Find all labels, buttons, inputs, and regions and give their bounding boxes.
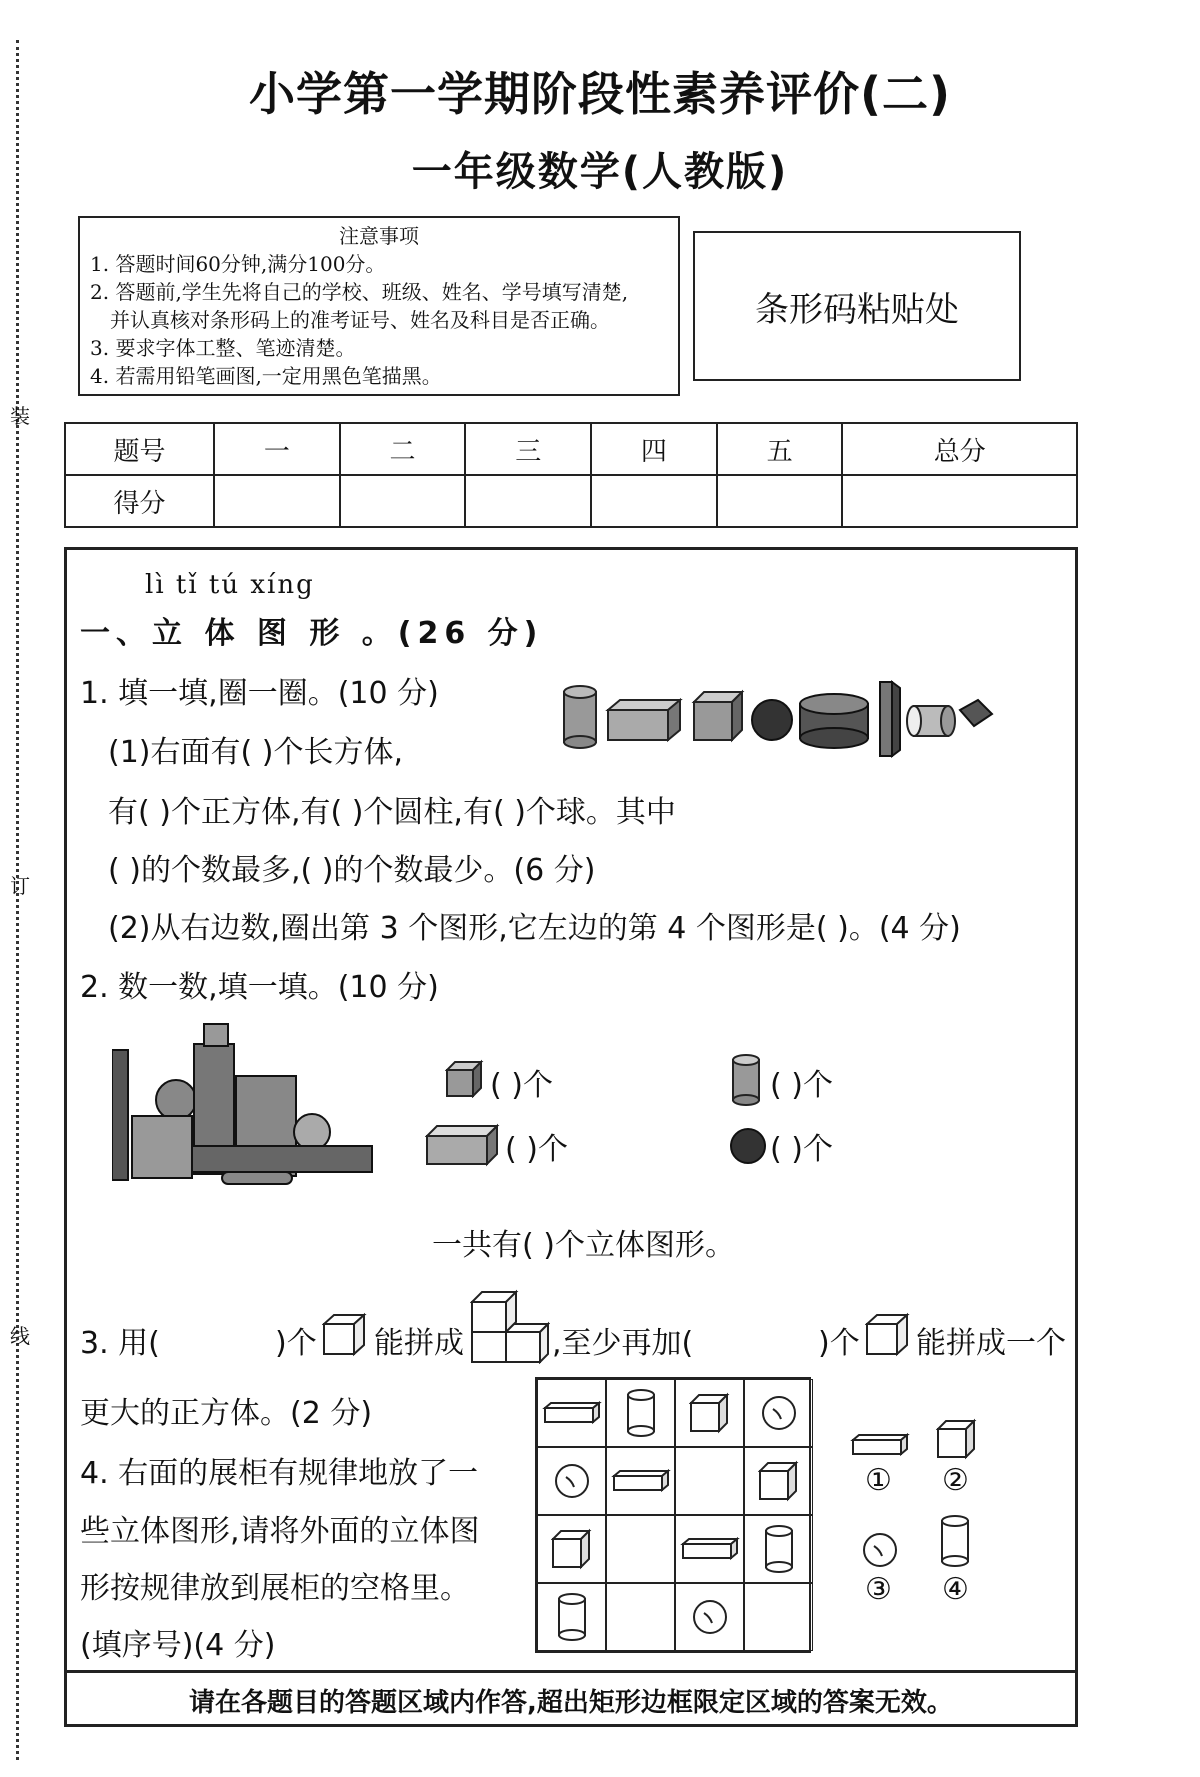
shapes-row-figure bbox=[560, 680, 1000, 760]
cylinder-icon bbox=[555, 1592, 589, 1642]
score-cell[interactable] bbox=[214, 475, 340, 527]
cuboid-icon bbox=[850, 1430, 910, 1460]
cube-icon bbox=[689, 1392, 731, 1434]
sphere-icon bbox=[728, 1126, 768, 1166]
question-title: 1. 填一填,圈一圈。(10 分) bbox=[80, 676, 439, 711]
grid-cell bbox=[744, 1447, 813, 1515]
cube-icon bbox=[551, 1528, 593, 1570]
score-header: 总分 bbox=[842, 423, 1077, 475]
cuboid-icon bbox=[680, 1534, 740, 1564]
grid-cell bbox=[537, 1447, 606, 1515]
question-line: (1)右面有( )个长方体, bbox=[108, 735, 403, 770]
score-header: 题号 bbox=[65, 423, 214, 475]
score-cell[interactable] bbox=[842, 475, 1077, 527]
cuboid-icon bbox=[425, 1122, 501, 1168]
score-cell[interactable] bbox=[717, 475, 843, 527]
side-char: 线 bbox=[10, 1324, 30, 1348]
side-char: 订 bbox=[10, 874, 30, 898]
notice-item: 1. 答题时间60分钟,满分100分。 bbox=[90, 252, 386, 276]
cylinder-icon bbox=[938, 1514, 972, 1568]
question-text: 更大的正方体。(2 分) bbox=[80, 1396, 373, 1431]
barcode-area: 条形码粘贴处 bbox=[693, 231, 1021, 381]
option-label: ④ bbox=[942, 1572, 969, 1607]
sphere-icon bbox=[759, 1393, 799, 1433]
score-cell[interactable] bbox=[340, 475, 466, 527]
sphere-icon bbox=[860, 1530, 900, 1570]
grid-cell bbox=[606, 1447, 675, 1515]
grid-cell-empty[interactable] bbox=[675, 1447, 744, 1515]
grid-cell bbox=[675, 1379, 744, 1447]
score-header: 一 bbox=[214, 423, 340, 475]
cube-icon bbox=[865, 1312, 911, 1358]
cylinder-icon bbox=[564, 686, 596, 748]
cylinder-icon bbox=[730, 1052, 764, 1108]
notice-item: 并认真核对条形码上的准考证号、姓名及科目是否正确。 bbox=[110, 308, 610, 332]
cylinder-icon bbox=[624, 1388, 658, 1438]
score-header: 四 bbox=[591, 423, 717, 475]
answer-blank[interactable]: ( )个 bbox=[490, 1068, 553, 1103]
cuboid-icon bbox=[611, 1466, 671, 1496]
sphere-icon bbox=[690, 1597, 730, 1637]
grid-cell bbox=[537, 1583, 606, 1651]
cube-icon bbox=[694, 692, 742, 740]
question-text: 4. 右面的展柜有规律地放了一 bbox=[80, 1456, 479, 1491]
grid-cell-empty[interactable] bbox=[606, 1583, 675, 1651]
cube-icon bbox=[936, 1418, 978, 1460]
sphere-icon bbox=[552, 1461, 592, 1501]
notice-box bbox=[78, 216, 680, 396]
stacked-cubes-figure bbox=[470, 1278, 550, 1364]
grid-cell bbox=[537, 1379, 606, 1447]
grid-cell bbox=[537, 1515, 606, 1583]
question-text: 3. 用( bbox=[80, 1326, 160, 1361]
question-text: 些立体图形,请将外面的立体图 bbox=[80, 1514, 480, 1549]
score-header: 五 bbox=[717, 423, 843, 475]
answer-blank[interactable]: ( )个 bbox=[770, 1068, 833, 1103]
notice-heading: 注意事项 bbox=[339, 224, 419, 248]
page-subtitle: 一年级数学(人教版) bbox=[411, 149, 789, 195]
binding-dotted-line bbox=[16, 40, 19, 1760]
cube-icon bbox=[322, 1312, 368, 1358]
side-char: 装 bbox=[10, 404, 30, 428]
question-text: ,至少再加( bbox=[552, 1326, 694, 1361]
pinyin-annotation: lì tǐ tú xíng bbox=[145, 570, 315, 600]
question-text: )个 bbox=[818, 1326, 860, 1361]
question-title: 2. 数一数,填一填。(10 分) bbox=[80, 970, 439, 1005]
cylinder-icon bbox=[907, 706, 955, 736]
cuboid-icon bbox=[542, 1398, 602, 1428]
sphere-icon bbox=[752, 700, 792, 740]
cube-icon bbox=[960, 700, 992, 726]
option-label: ③ bbox=[865, 1572, 892, 1607]
score-header: 二 bbox=[340, 423, 466, 475]
stacked-shapes-figure bbox=[112, 1020, 382, 1190]
grid-cell bbox=[606, 1379, 675, 1447]
cube-icon bbox=[758, 1460, 800, 1502]
cuboid-icon bbox=[880, 682, 900, 756]
total-line: 一共有( )个立体图形。 bbox=[432, 1228, 735, 1263]
section-title: 一、立 体 图 形 。(26 分) bbox=[80, 616, 544, 651]
footer-note: 请在各题目的答题区域内作答,超出矩形边框限定区域的答案无效。 bbox=[64, 1670, 1078, 1727]
answer-blank[interactable]: ( )个 bbox=[770, 1132, 833, 1167]
score-row-label: 得分 bbox=[65, 475, 214, 527]
question-line: (2)从右边数,圈出第 3 个图形,它左边的第 4 个图形是( )。(4 分) bbox=[108, 911, 961, 946]
notice-item: 2. 答题前,学生先将自己的学校、班级、姓名、学号填写清楚, bbox=[90, 280, 629, 304]
grid-cell bbox=[744, 1379, 813, 1447]
cuboid-icon bbox=[608, 700, 680, 740]
grid-cell bbox=[744, 1515, 813, 1583]
cube-icon bbox=[445, 1058, 485, 1098]
option-label: ② bbox=[942, 1463, 969, 1498]
grid-cell bbox=[675, 1583, 744, 1651]
score-header: 三 bbox=[465, 423, 591, 475]
cylinder-icon bbox=[800, 694, 868, 748]
score-cell[interactable] bbox=[465, 475, 591, 527]
option-label: ① bbox=[865, 1463, 892, 1498]
page-title: 小学第一学期阶段性素养评价(二) bbox=[248, 67, 952, 121]
question-text: 形按规律放到展柜的空格里。 bbox=[80, 1571, 470, 1606]
grid-cell bbox=[675, 1515, 744, 1583]
question-text: (填序号)(4 分) bbox=[80, 1628, 276, 1663]
question-line: 有( )个正方体,有( )个圆柱,有( )个球。其中 bbox=[108, 795, 676, 830]
display-cabinet-grid bbox=[535, 1377, 811, 1653]
score-cell[interactable] bbox=[591, 475, 717, 527]
grid-cell-empty[interactable] bbox=[744, 1583, 813, 1651]
score-table bbox=[64, 422, 1078, 528]
cylinder-icon bbox=[762, 1524, 796, 1574]
question-line: ( )的个数最多,( )的个数最少。(6 分) bbox=[108, 853, 596, 888]
question-text: )个 bbox=[275, 1326, 317, 1361]
question-text: 能拼成 bbox=[374, 1326, 464, 1361]
question-text: 能拼成一个 bbox=[916, 1326, 1066, 1361]
notice-item: 4. 若需用铅笔画图,一定用黑色笔描黑。 bbox=[90, 364, 442, 388]
answer-blank[interactable]: ( )个 bbox=[505, 1132, 568, 1167]
grid-cell-empty[interactable] bbox=[606, 1515, 675, 1583]
notice-item: 3. 要求字体工整、笔迹清楚。 bbox=[90, 336, 356, 360]
